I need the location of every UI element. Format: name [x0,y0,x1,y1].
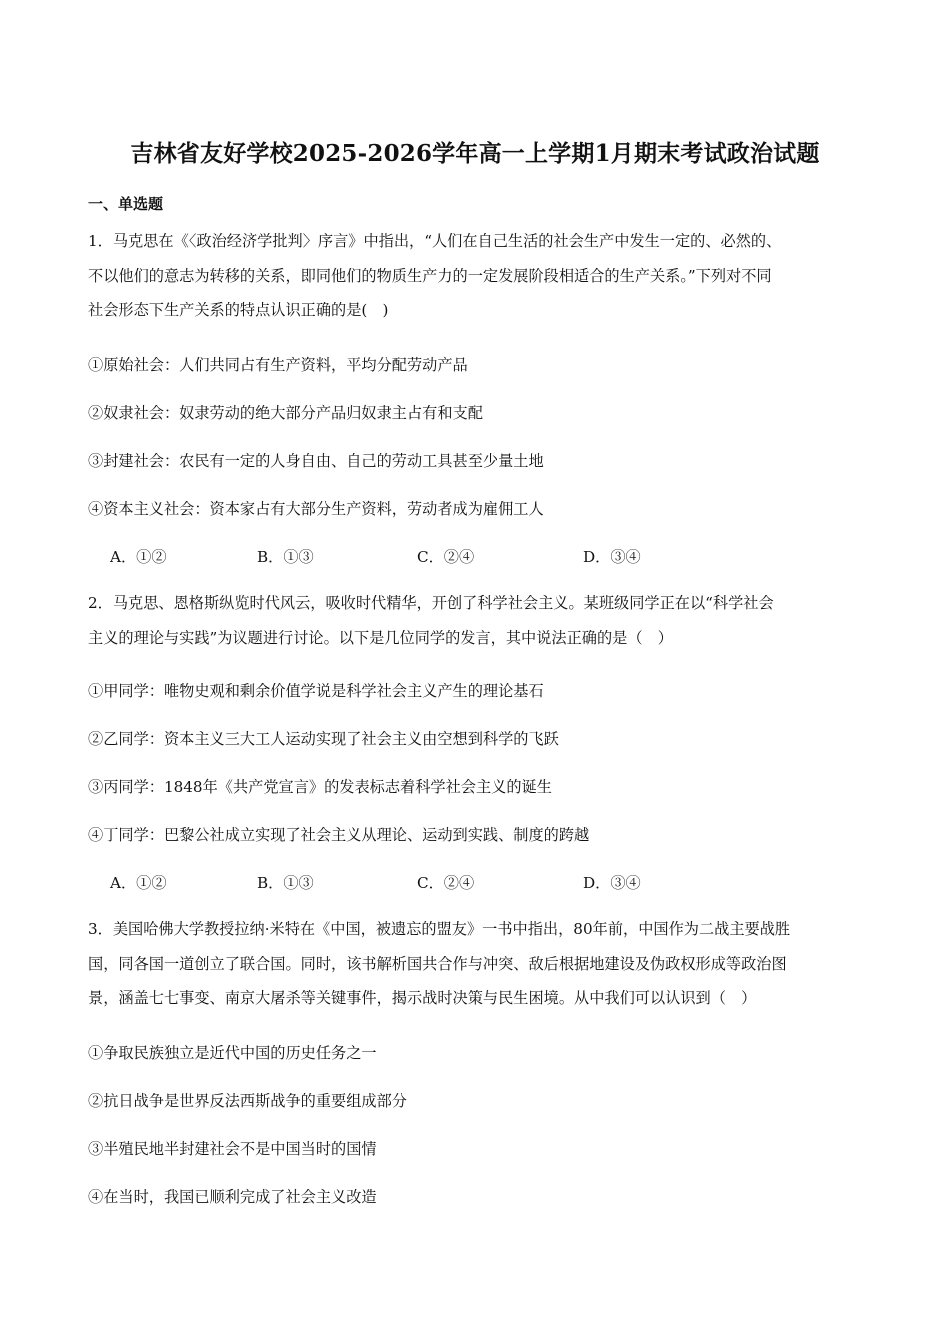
question-2-item-1: ①甲同学：唯物史观和剩余价值学说是科学社会主义产生的理论基石 [88,682,544,700]
question-2-line-1: 2．马克思、恩格斯纵览时代风云，吸收时代精华，开创了科学社会主义。某班级同学正在以“科学社会 [88,594,774,612]
question-2-item-4: ④丁同学：巴黎公社成立实现了社会主义从理论、运动到实践、制度的跨越 [88,826,590,844]
question-1-choices [110,546,710,570]
question-1-line-1: 1．马克思在《〈政治经济学批判〉序言》中指出，“人们在自己生活的社会生产中发生一定的、必然的、 [88,232,782,250]
question-1-item-4: ④资本主义社会：资本家占有大部分生产资料，劳动者成为雇佣工人 [88,500,544,518]
question-1-line-2: 不以他们的意志为转移的关系，即同他们的物质生产力的一定发展阶段相适合的生产关系。”下列对不同 [88,266,772,285]
question-2-choice-d: D．③④ [583,874,641,892]
question-3-line-3: 景，涵盖七七事变、南京大屠杀等关键事件，揭示战时决策与民生困境。从中我们可以认识到（ ） [88,989,757,1007]
question-3-item-3: ③半殖民地半封建社会不是中国当时的国情 [88,1140,377,1158]
question-1-choice-b: B．①③ [257,548,314,566]
question-1-item-3: ③封建社会：农民有一定的人身自由、自己的劳动工具甚至少量土地 [88,452,544,470]
question-2-item-2: ②乙同学：资本主义三大工人运动实现了社会主义由空想到科学的飞跃 [88,730,559,748]
question-1-line-3: 社会形态下生产关系的特点认识正确的是( ) [88,301,389,319]
question-2-choice-b: B．①③ [257,874,314,892]
question-1-stem [88,224,868,328]
question-3-item-2: ②抗日战争是世界反法西斯战争的重要组成部分 [88,1092,407,1110]
question-2-choice-c: C．②④ [417,874,475,892]
question-1-choice-a: A．①② [110,548,167,566]
question-1-item-2: ②奴隶社会：奴隶劳动的绝大部分产品归奴隶主占有和支配 [88,404,483,422]
question-2-choice-a: A．①② [110,874,167,892]
question-3-line-2: 国，同各国一道创立了联合国。同时，该书解析国共合作与冲突、敌后根据地建设及伪政权形成等政治图 [88,954,787,973]
question-1-choice-c: C．②④ [417,548,475,566]
page-title: 吉林省友好学校2025-2026学年高一上学期1月期末考试政治试题 [130,140,820,167]
question-1-choice-d: D．③④ [583,548,641,566]
question-3-line-1: 3．美国哈佛大学教授拉纳·米特在《中国，被遗忘的盟友》一书中指出，80年前，中国作为二战主要战胜 [88,920,791,938]
question-3-item-1: ①争取民族独立是近代中国的历史任务之一 [88,1044,377,1062]
question-2-line-2: 主义的理论与实践”为议题进行讨论。以下是几位同学的发言，其中说法正确的是（ ） [88,628,673,647]
question-2-choices [110,872,710,896]
question-2-stem [88,586,868,655]
question-2-item-3: ③丙同学：1848年《共产党宣言》的发表标志着科学社会主义的诞生 [88,778,552,796]
question-3-stem [88,912,868,1016]
question-1-item-1: ①原始社会：人们共同占有生产资料，平均分配劳动产品 [88,356,468,374]
section-heading: 一、单选题 [88,195,164,213]
question-3-item-4: ④在当时，我国已顺利完成了社会主义改造 [88,1188,377,1206]
